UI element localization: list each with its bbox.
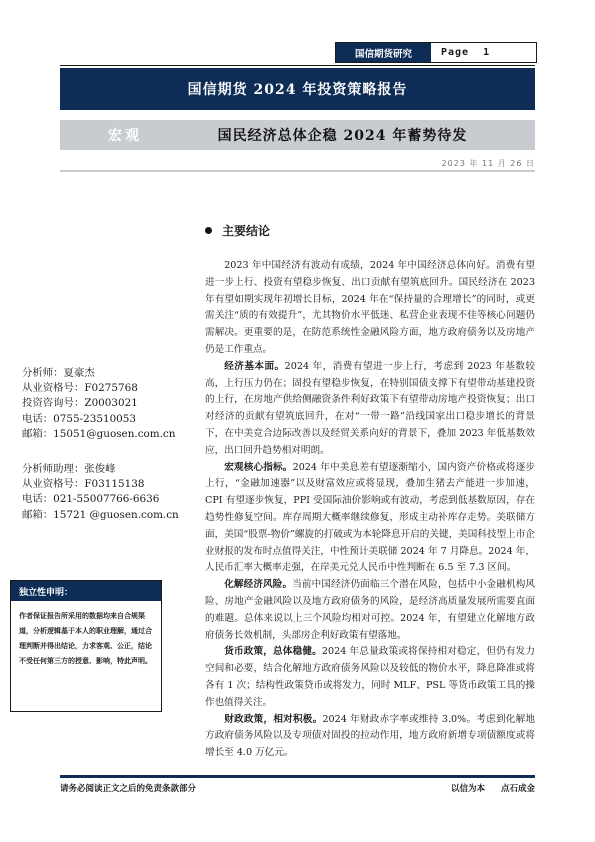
assistant-phone: 电话：021-55007766-6636 [22, 493, 160, 506]
section-heading-text: 主要结论 [222, 224, 271, 238]
section-label: 宏观 [108, 128, 142, 144]
report-date: 2023 年 11 月 26 日 [441, 159, 535, 168]
section-heading [205, 222, 270, 239]
header-box [335, 42, 537, 63]
footer-motto-2: 点石成金 [500, 784, 535, 794]
assistant-license: 从业资格号：F03115138 [22, 478, 145, 491]
conclusion-body [205, 258, 535, 762]
paragraph-lead: 化解经济风险。 [224, 579, 293, 591]
assistant-name: 分析师助理：张俊峰 [22, 463, 116, 475]
analyst-block [22, 366, 175, 442]
assistant-block [22, 462, 179, 523]
subtitle-band [60, 120, 535, 150]
paragraph-lead: 财政政策，相对积极。 [224, 713, 323, 725]
bullet-icon [205, 227, 212, 234]
analyst-email: 邮箱：15051@guosen.com.cn [22, 427, 176, 440]
analyst-consult-id: 投资咨询号：Z0003021 [22, 397, 138, 410]
paragraph: 货币政策，总体稳健。2024 年总量政策或将保持相对稳定，但仍有发力空间和必要，结合化解地方政府债务风险以及较低的物价水平，降息降准或将各有 1 次；结构性政策贷币或将发力，同时 MLF、PSL 等货币政策工具的操作也值得关注。 [205, 646, 536, 708]
paragraph-lead: 宏观核心指标。 [224, 461, 293, 473]
report-title: 国信期货 2024 年投资策略报告 [60, 68, 535, 110]
footer-motto-1: 以信为本 [450, 784, 485, 794]
declaration-box [10, 580, 162, 712]
analyst-license: 从业资格号：F0275768 [22, 382, 138, 395]
report-subtitle: 国民经济总体企稳 2024 年蓄势待发 [217, 128, 468, 144]
page-label: Page [441, 47, 470, 58]
analyst-name: 分析师：夏豪杰 [22, 367, 95, 379]
paragraph: 2023 年中国经济有波动有成绩，2024 年中国经济总体向好。消费有望进一步上行、投资有望稳步恢复、出口贡献有望筑底回升。国民经济在 2023 年有望如期实现年初增长目标，2024 年在“保持量的合理增长”的同时，或更需关注“质的有效提升”，尤其物价水平低迷、私营企业表现不佳等核心问题仍需解决。更重要的是，在防范系统性金融风险方面，地方政府债务以及房地产仍是工作重点。 [205, 260, 535, 355]
footer-motto [451, 782, 535, 794]
assistant-email: 邮箱：15721 @guosen.com.cn [22, 508, 179, 521]
paragraph: 宏观核心指标。2024 年中美息差有望逐渐缩小，国内资产价格或将逐步上行，“金融加速器”以及财富效应或将显现，叠加生猪去产能进一步加速，CPI 有望逐步恢复，PPI 受国际油价影响或有波动，考虑到低基数原因，存在趋势性修复空间。库存周期大概率继续修复，形成主动补库存走势。美联储方面，美国“股票-物价”螺旋的打破或为本轮降息开启的关键，美国科技型上市企业财报的发布时点值得关注，中性预计美联储 2024 年 7 月降息。2024 年，人民币汇率大概率走强，在岸美元兑人民币中性判断在 6.5 至 7.3 区间。 [205, 461, 536, 574]
footer-notice: 请务必阅读正文之后的免责条款部分 [60, 784, 197, 794]
header-rule [60, 65, 535, 66]
declaration-text: 作者保证报告所采用的数据均来自合规渠道，分析逻辑基于本人的职业理解，通过合理判断并得出结论，力求客观、公正，结论不受任何第三方的授意、影响，特此声明。 [19, 612, 152, 665]
paragraph-lead: 经济基本面。 [224, 360, 285, 372]
paragraph: 财政政策，相对积极。2024 年财政赤字率或维持 3.0%。考虑到化解地方政府债务风险以及专项债对固投的拉动作用，地方政府新增专项债额度或将增长至 4.0 万亿元。 [205, 713, 536, 759]
brand-label: 国信期货研究 [336, 43, 431, 62]
paragraph: 经济基本面。2024 年，消费有望进一步上行，考虑到 2023 年基数较高，上行压力仍在；固投有望稳步恢复，在特别国债支撑下有望带动基建投资的上行，在房地产供给侧融资条件利好政策下有望带动房地产投资恢复；出口对经济的贡献有望筑底回升，在对“一带一路”沿线国家出口稳步增长的背景下，在中美竞合边际改善以及经贸关系向好的背景下，叠加 2023 年低基数效应，出口回升趋势相对明朗。 [205, 360, 535, 456]
paragraph-lead: 货币政策，总体稳健。 [224, 646, 322, 658]
analyst-phone: 电话：0755-23510053 [22, 412, 137, 425]
paragraph: 化解经济风险。当前中国经济仍面临三个潜在风险，包括中小金融机构风险、房地产金融风险以及地方政府债务的风险，是经济高质量发展所需要直面的难题。总体来说以上三个风险均相对可控。2024 年，有望建立化解地方政府债务长效机制，头部房企利好政策有望落地。 [205, 579, 536, 641]
page-indicator [431, 43, 536, 62]
date-rule [60, 170, 535, 172]
page-number: 1 [483, 47, 491, 58]
declaration-heading: 独立性申明： [11, 581, 161, 601]
footer-rule [60, 775, 535, 778]
